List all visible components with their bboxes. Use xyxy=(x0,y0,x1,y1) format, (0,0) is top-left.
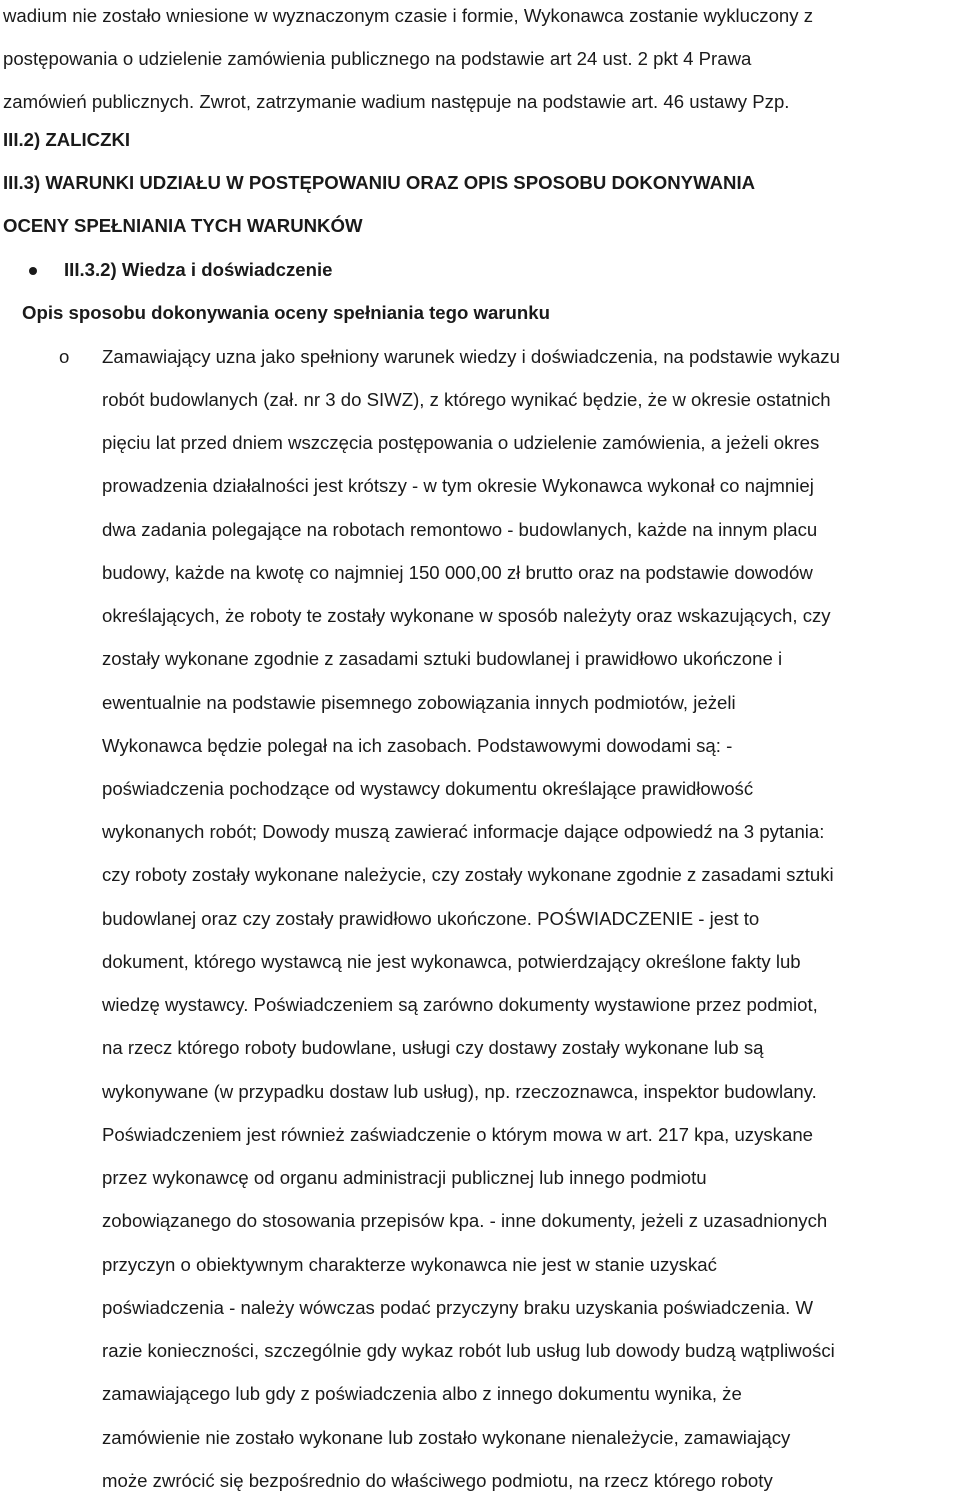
item-line: razie konieczności, szczególnie gdy wykaz robót lub usług lub dowody budzą wątpliwości xyxy=(102,1340,835,1361)
heading-iii-2: III.2) ZALICZKI xyxy=(3,129,131,150)
item-line: na rzecz którego roboty budowlane, usługi czy dostawy zostały wykonane lub są xyxy=(102,1037,764,1058)
section-subheading: Opis sposobu dokonywania oceny spełniania tego warunku xyxy=(22,302,550,323)
item-line: wiedzę wystawcy. Poświadczeniem są zarówno dokumenty wystawione przez podmiot, xyxy=(102,994,818,1015)
heading-iii-3-line-1: III.3) WARUNKI UDZIAŁU W POSTĘPOWANIU ORAZ OPIS SPOSOBU DOKONYWANIA xyxy=(3,172,756,193)
item-line: dokument, którego wystawcą nie jest wykonawca, potwierdzający określone fakty lub xyxy=(102,951,801,972)
intro-line-3: zamówień publicznych. Zwrot, zatrzymanie wadium następuje na podstawie art. 46 ustawy Pzp. xyxy=(3,91,790,112)
item-line: przez wykonawcę od organu administracji publicznej lub innego podmiotu xyxy=(102,1167,707,1188)
item-line: ewentualnie na podstawie pisemnego zobowiązania innych podmiotów, jeżeli xyxy=(102,692,736,713)
bullet-dot-icon xyxy=(29,267,37,275)
item-line: dwa zadania polegające na robotach remontowo - budowlanych, każde na innym placu xyxy=(102,519,818,540)
item-line: czy roboty zostały wykonane należycie, czy zostały wykonane zgodnie z zasadami sztuki xyxy=(102,864,834,885)
item-line: Zamawiający uzna jako spełniony warunek wiedzy i doświadczenia, na podstawie wykazu xyxy=(102,346,840,367)
intro-line-2: postępowania o udzielenie zamówienia publicznego na podstawie art 24 ust. 2 pkt 4 Prawa xyxy=(3,48,752,69)
item-line: budowy, każde na kwotę co najmniej 150 000,00 zł brutto oraz na podstawie dowodów xyxy=(102,562,813,583)
item-line: Poświadczeniem jest również zaświadczenie o którym mowa w art. 217 kpa, uzyskane xyxy=(102,1124,814,1145)
item-line: przyczyn o obiektywnym charakterze wykonawca nie jest w stanie uzyskać xyxy=(102,1254,717,1275)
item-line: zostały wykonane zgodnie z zasadami sztuki budowlanej i prawidłowo ukończone i xyxy=(102,648,783,669)
item-line: zamawiającego lub gdy z poświadczenia albo z innego dokumentu wynika, że xyxy=(102,1383,742,1404)
section-heading-iii-3-2: III.3.2) Wiedza i doświadczenie xyxy=(64,259,333,280)
item-line: robót budowlanych (zał. nr 3 do SIWZ), z którego wynikać będzie, że w okresie ostatnich xyxy=(102,389,831,410)
item-line: wykonywane (w przypadku dostaw lub usług), np. rzeczoznawca, inspektor budowlany. xyxy=(102,1081,817,1102)
item-line: poświadczenia pochodzące od wystawcy dokumentu określające prawidłowość xyxy=(102,778,754,799)
item-line: określających, że roboty te zostały wykonane w sposób należyty oraz wskazujących, czy xyxy=(102,605,831,626)
item-line: poświadczenia - należy wówczas podać przyczyny braku uzyskania poświadczenia. W xyxy=(102,1297,814,1318)
heading-iii-3-line-2: OCENY SPEŁNIANIA TYCH WARUNKÓW xyxy=(3,215,363,236)
item-line: prowadzenia działalności jest krótszy - w tym okresie Wykonawca wykonał co najmniej xyxy=(102,475,814,496)
item-line: może zwrócić się bezpośrednio do właściwego podmiotu, na rzecz którego roboty xyxy=(102,1470,773,1491)
list-marker-icon: o xyxy=(59,346,70,367)
item-line: wykonanych robót; Dowody muszą zawierać informacje dające odpowiedź na 3 pytania: xyxy=(102,821,825,842)
intro-line-1: wadium nie zostało wniesione w wyznaczonym czasie i formie, Wykonawca zostanie wykluczony z xyxy=(3,5,814,26)
item-line: budowlanej oraz czy zostały prawidłowo ukończone. POŚWIADCZENIE - jest to xyxy=(102,908,760,929)
item-line: zobowiązanego do stosowania przepisów kpa. - inne dokumenty, jeżeli z uzasadnionych xyxy=(102,1210,828,1231)
item-line: zamówienie nie zostało wykonane lub zostało wykonane nienależycie, zamawiający xyxy=(102,1427,791,1448)
item-line: pięciu lat przed dniem wszczęcia postępowania o udzielenie zamówienia, a jeżeli okres xyxy=(102,432,820,453)
item-line: Wykonawca będzie polegał na ich zasobach. Podstawowymi dowodami są: - xyxy=(102,735,733,756)
